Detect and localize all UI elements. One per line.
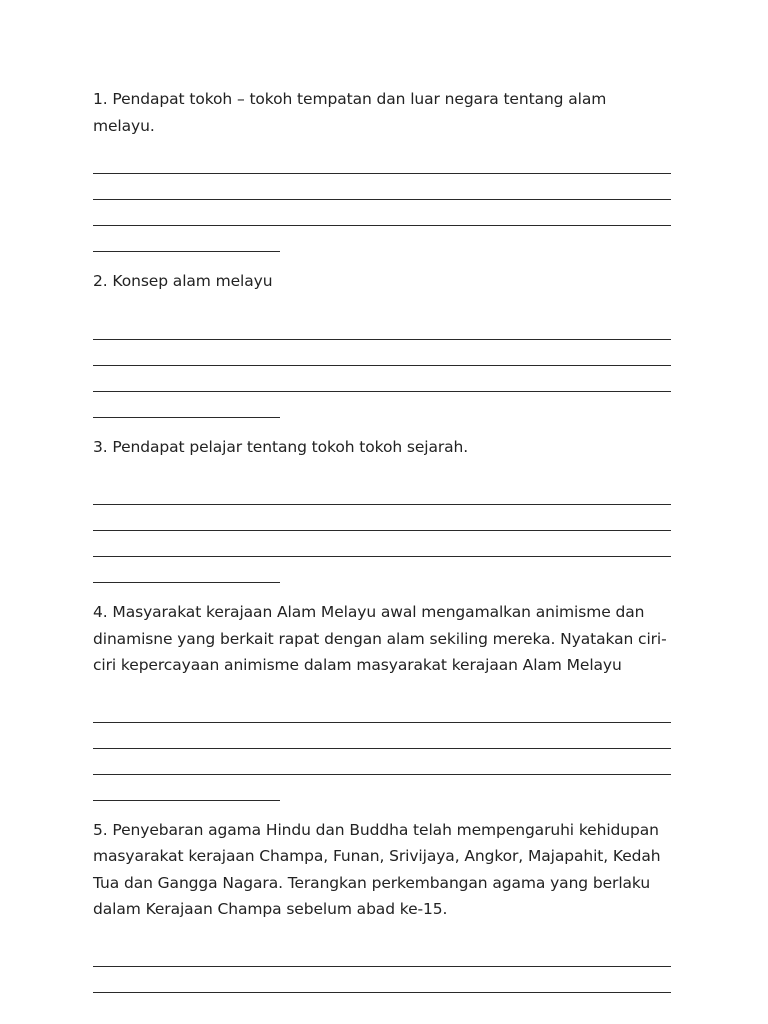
answer-line[interactable] (93, 479, 671, 505)
answer-line[interactable] (93, 775, 280, 801)
answer-line[interactable] (93, 557, 280, 583)
question-text: 4. Masyarakat kerajaan Alam Melayu awal mengamalkan animisme dan dinamisne yang berkait rapat dengan alam sekiling mereka. Nyatakan ciri-ciri kepercayaan animisme dalam masyarakat kerajaan Alam Melayu (93, 603, 667, 674)
question-text: 5. Penyebaran agama Hindu dan Buddha telah mempengaruhi kehidupan masyarakat kerajaan Champa, Funan, Srivijaya, Angkor, Majapahit, Kedah Tua dan Gangga Nagara. Terangkan perkembangan agama yang berlaku dalam Kerajaan Champa sebelum abad ke-15. (93, 820, 661, 918)
answer-line[interactable] (93, 941, 671, 967)
question-text: 3. Pendapat pelajar tentang tokoh tokoh sejarah. (93, 437, 469, 456)
question-text: 1. Pendapat tokoh – tokoh tempatan dan luar negara tentang alam melayu. (93, 90, 607, 135)
answer-line[interactable] (93, 174, 671, 200)
answer-lines (93, 479, 671, 583)
worksheet (93, 86, 671, 1009)
answer-line[interactable] (93, 148, 671, 174)
answer-lines (93, 941, 671, 993)
answer-line[interactable] (93, 314, 671, 340)
answer-line[interactable] (93, 531, 671, 557)
question-3 (93, 434, 671, 584)
answer-line[interactable] (93, 366, 671, 392)
question-5 (93, 817, 671, 993)
answer-lines (93, 148, 671, 252)
answer-line[interactable] (93, 226, 280, 252)
question-1 (93, 86, 671, 252)
answer-line[interactable] (93, 340, 671, 366)
question-text: 2. Konsep alam melayu (93, 272, 273, 290)
answer-line[interactable] (93, 697, 671, 723)
answer-line[interactable] (93, 392, 280, 418)
answer-line[interactable] (93, 723, 671, 749)
question-2 (93, 268, 671, 418)
question-4 (93, 599, 671, 801)
answer-line[interactable] (93, 967, 671, 993)
answer-line[interactable] (93, 200, 671, 226)
answer-line[interactable] (93, 505, 671, 531)
answer-line[interactable] (93, 749, 671, 775)
answer-lines (93, 314, 671, 418)
answer-lines (93, 697, 671, 801)
